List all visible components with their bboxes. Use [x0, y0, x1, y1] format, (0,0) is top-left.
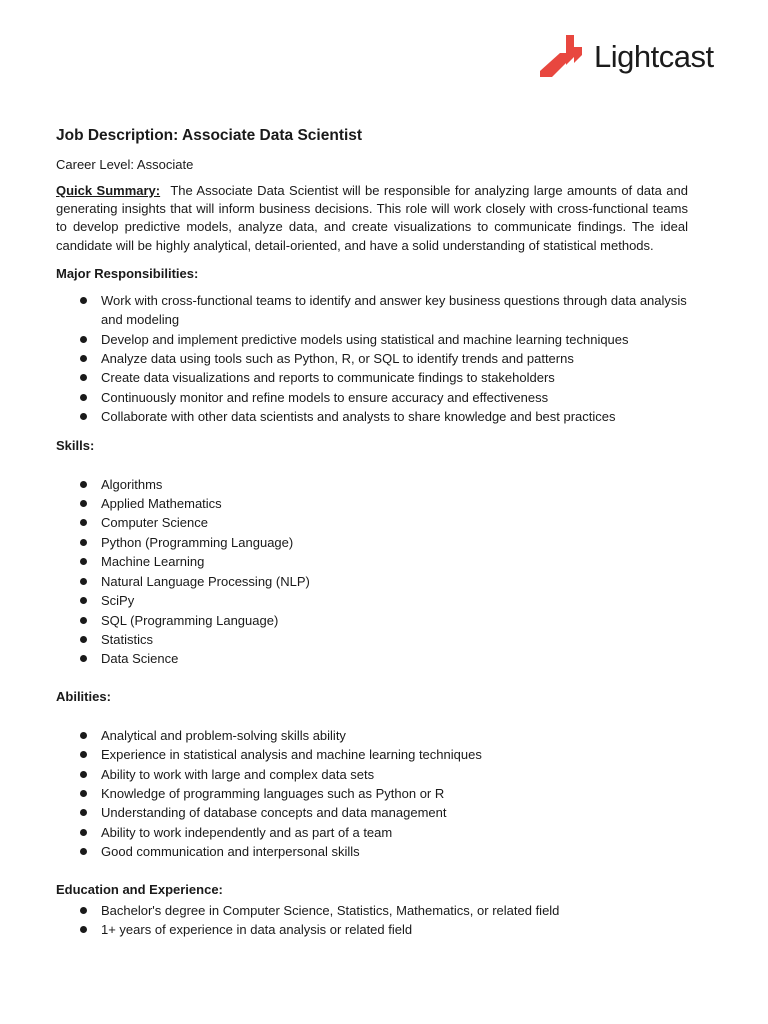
list-item: Ability to work with large and complex data sets [56, 765, 688, 784]
list-item: SQL (Programming Language) [56, 611, 688, 630]
list-item: SciPy [56, 591, 688, 610]
list-item: Collaborate with other data scientists and analysts to share knowledge and best practices [56, 407, 688, 426]
lightcast-mark-icon [538, 33, 586, 79]
list-item: 1+ years of experience in data analysis or related field [56, 920, 688, 939]
quick-summary [56, 182, 688, 255]
list-item: Knowledge of programming languages such as Python or R [56, 784, 688, 803]
abilities-list [56, 726, 688, 862]
responsibilities-heading: Major Responsibilities: [56, 265, 199, 281]
skills-list [56, 475, 688, 669]
responsibilities-list [56, 291, 688, 427]
list-item: Continuously monitor and refine models to ensure accuracy and effectiveness [56, 388, 688, 407]
education-heading: Education and Experience: [56, 881, 223, 897]
education-list [56, 901, 688, 940]
list-item: Statistics [56, 630, 688, 649]
list-item: Natural Language Processing (NLP) [56, 572, 688, 591]
list-item: Develop and implement predictive models using statistical and machine learning techniques [56, 330, 688, 349]
list-item: Experience in statistical analysis and machine learning techniques [56, 745, 688, 764]
abilities-heading: Abilities: [56, 688, 111, 704]
list-item: Analytical and problem-solving skills ability [56, 726, 688, 745]
list-item: Python (Programming Language) [56, 533, 688, 552]
list-item: Bachelor's degree in Computer Science, Statistics, Mathematics, or related field [56, 901, 688, 920]
summary-text: The Associate Data Scientist will be responsible for analyzing large amounts of data and generating insights that will inform business decisions. This role will work closely with cross-functional teams to develop predictive models, analyze data, and create visualizations to communicate findings. The ideal candidate will be highly analytical, detail-oriented, and have a solid understanding of statistical methods. [56, 183, 688, 253]
list-item: Work with cross-functional teams to identify and answer key business questions through data analysis and modeling [56, 291, 688, 330]
career-level: Career Level: Associate [56, 157, 194, 172]
list-item: Create data visualizations and reports to communicate findings to stakeholders [56, 368, 688, 387]
list-item: Computer Science [56, 513, 688, 532]
summary-label: Quick Summary: [56, 183, 161, 198]
list-item: Algorithms [56, 475, 688, 494]
job-description-document [56, 126, 688, 939]
list-item: Machine Learning [56, 552, 688, 571]
list-item: Applied Mathematics [56, 494, 688, 513]
brand-logo [538, 33, 714, 79]
list-item: Analyze data using tools such as Python, R, or SQL to identify trends and patterns [56, 349, 688, 368]
list-item: Understanding of database concepts and data management [56, 803, 688, 822]
skills-heading: Skills: [56, 437, 95, 453]
list-item: Ability to work independently and as part of a team [56, 823, 688, 842]
page-title: Job Description: Associate Data Scientist [56, 127, 363, 144]
brand-name: Lightcast [594, 38, 714, 74]
list-item: Good communication and interpersonal skills [56, 842, 688, 861]
list-item: Data Science [56, 649, 688, 668]
